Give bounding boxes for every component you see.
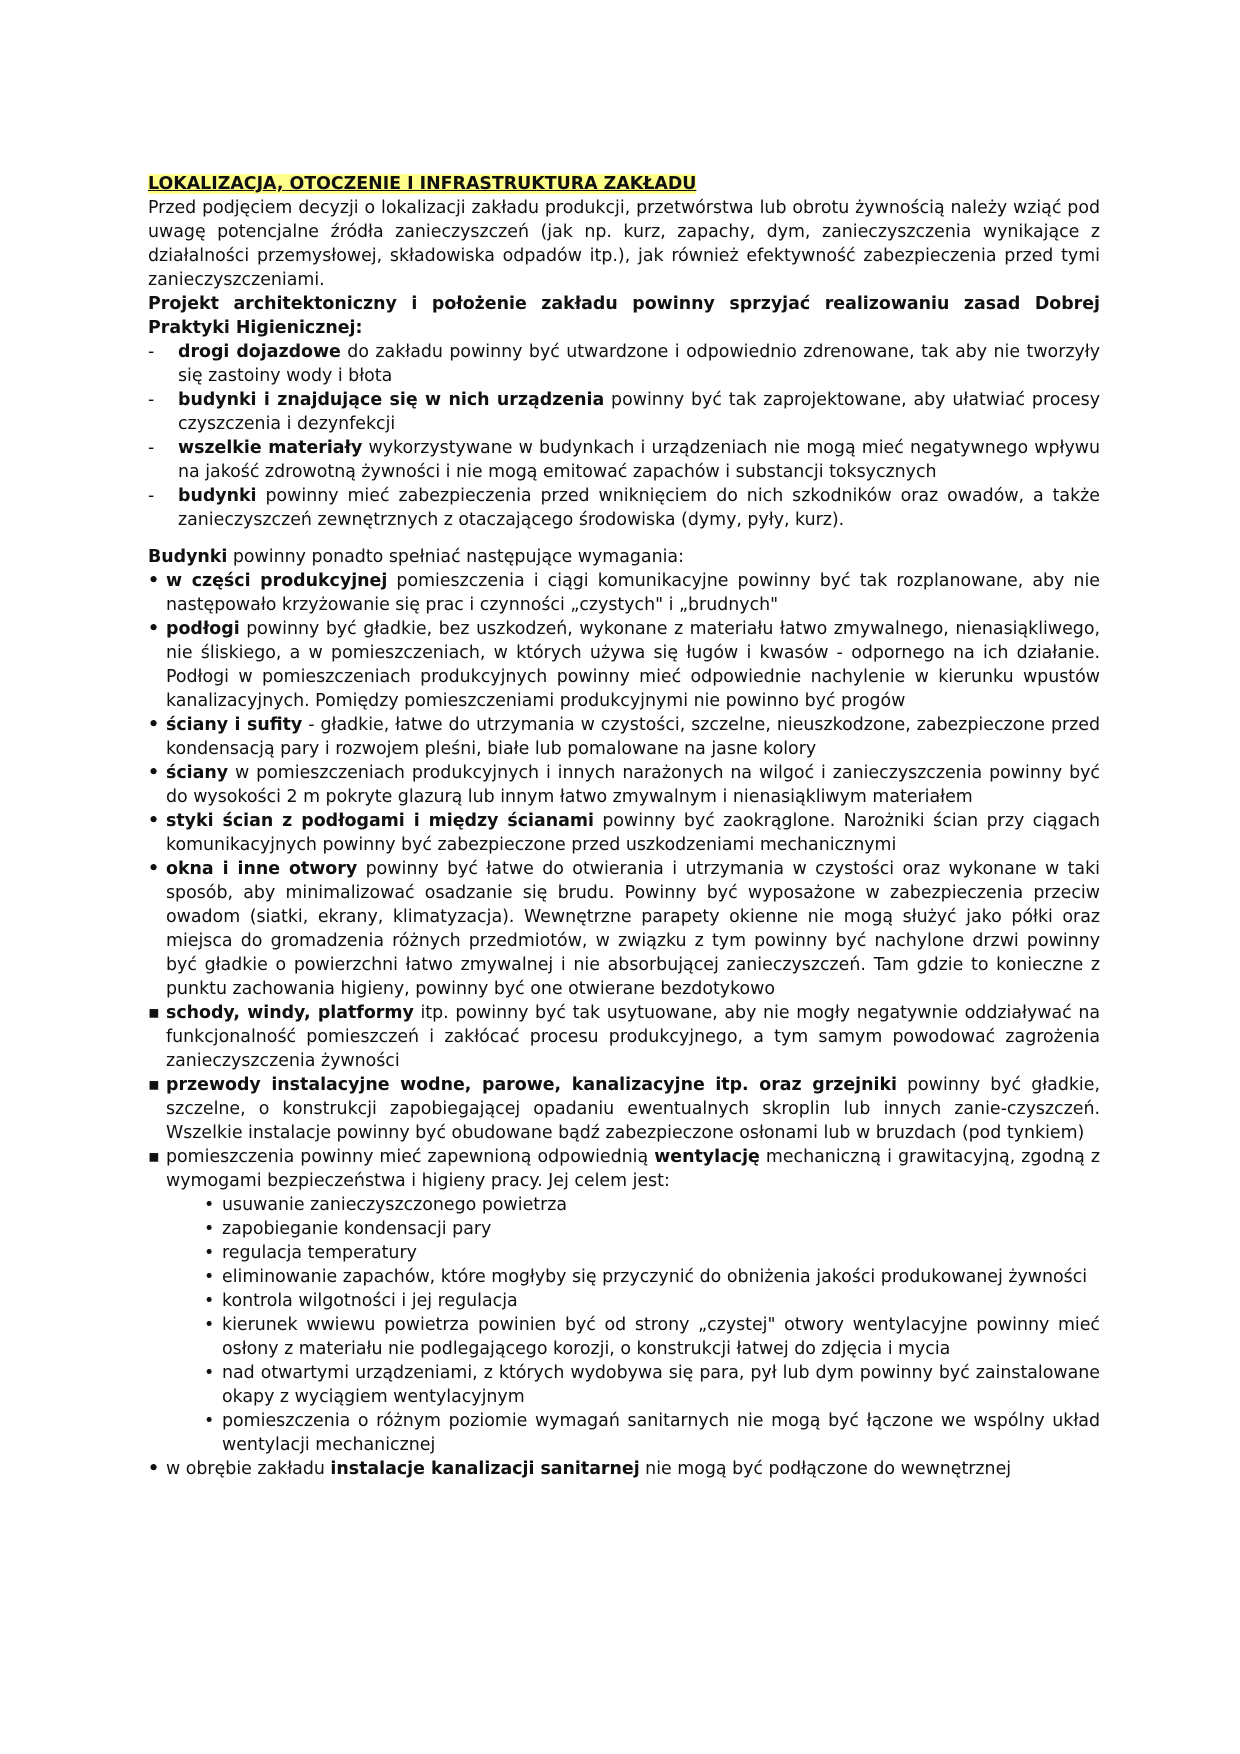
buildings-lead: Budynki powinny ponadto spełniać następujące wymagania: bbox=[148, 547, 684, 567]
list-item: • kierunek wwiewu powietrza powinien być od strony „czystej" otwory wentylacyjne powinny mieć osłony z materiału nie podlegającego korozji, o konstrukcji łatwej do zdjęcia i mycia bbox=[204, 1313, 1100, 1361]
list-item: • nad otwartymi urządzeniami, z których wydobywa się para, pył lub dym powinny być zainstalowane okapy z wyciągiem wentylacyjnym bbox=[204, 1361, 1100, 1409]
list-item: - drogi dojazdowe do zakładu powinny być utwardzone i odpowiednio zdrenowane, tak aby nie tworzyły się zastoiny wody i błota bbox=[148, 340, 1100, 388]
list-item: ▪ pomieszczenia powinny mieć zapewnioną odpowiednią wentylację mechaniczną i grawitacyjną, zgodną z wymogami bezpieczeństwa i higieny pracy. Jej celem jest: • usuwanie zanieczyszczonego powietrza • zapobieganie kondensacji pary • regulacja temperatury • eliminowanie zapachów, które mogłyby się przyczynić do obniżenia jakości produkowanej żywności • kontrola wilgotności i jej regulacja • kierunek wwiewu powietrza powinien być od strony „czystej" otwory wentylacyjne powinny mieć osłony z materiału nie podlegającego korozji, o konstrukcji łatwej do zdjęcia i mycia • nad otwartymi urządzeniami, z których wydobywa się para, pył lub dym powinny być zainstalowane okapy z wyciągiem wentylacyjnym • pomieszczenia o różnym poziomie wymagań sanitarnych nie mogą być łączone we wspólny układ wentylacji mechanicznej bbox=[148, 1145, 1100, 1457]
list-item: • okna i inne otwory powinny być łatwe do otwierania i utrzymania w czystości oraz wykonane w taki sposób, aby minimalizować osadzanie się brudu. Powinny być wyposażone w zabezpieczenia przeciw owadom (siatki, ekrany, klimatyzacja). Wewnętrzne parapety okienne nie mogą służyć jako półki oraz miejsca do gromadzenia różnych przedmiotów, w związku z tym powinny być nachylone drzwi powinny być gładkie o powierzchni łatwo zmywalnej i nie absorbującej zanieczyszczeń. Tam gdzie to konieczne z punktu zachowania higieny, powinny być one otwierane bezdotykowo bbox=[148, 857, 1100, 1001]
list-item: - wszelkie materiały wykorzystywane w budynkach i urządzeniach nie mogą mieć negatywnego wpływu na jakość zdrowotną żywności i nie mogą emitować zapachów i substancji toksycznych bbox=[148, 436, 1100, 484]
list-item: • usuwanie zanieczyszczonego powietrza bbox=[204, 1193, 1100, 1217]
list-item: ▪ przewody instalacyjne wodne, parowe, kanalizacyjne itp. oraz grzejniki powinny być gładkie, szczelne, o konstrukcji zapobiegającej opadaniu ewentualnych skroplin lub innych zanie-czyszczeń. Wszelkie instalacje powinny być obudowane bądź zabezpieczone osłonami lub w bruzdach (pod tynkiem) bbox=[148, 1073, 1100, 1145]
list-item: - budynki i znajdujące się w nich urządzenia powinny być tak zaprojektowane, aby ułatwiać procesy czyszczenia i dezynfekcji bbox=[148, 388, 1100, 436]
ventilation-sublist bbox=[204, 1193, 1100, 1457]
list-item: • ściany w pomieszczeniach produkcyjnych i innych narażonych na wilgoć i zanieczyszczenia powinny być do wysokości 2 m pokryte glazurą lub innym łatwo zmywalnym i nienasiąkliwym materiałem bbox=[148, 761, 1100, 809]
project-heading: Projekt architektoniczny i położenie zakładu powinny sprzyjać realizowaniu zasad Dobrej Praktyki Higienicznej: bbox=[148, 294, 1100, 338]
list-item: • w obrębie zakładu instalacje kanalizacji sanitarnej nie mogą być podłączone do wewnętrznej bbox=[148, 1457, 1100, 1481]
dash-list bbox=[148, 340, 1100, 532]
document-title: LOKALIZACJA, OTOCZENIE I INFRASTRUKTURA ZAKŁADU bbox=[148, 174, 697, 194]
list-item: • ściany i sufity - gładkie, łatwe do utrzymania w czystości, szczelne, nieuszkodzone, zabezpieczone przed kondensacją pary i rozwojem pleśni, białe lub pomalowane na jasne kolory bbox=[148, 713, 1100, 761]
list-item: • podłogi powinny być gładkie, bez uszkodzeń, wykonane z materiału łatwo zmywalnego, nienasiąkliwego, nie śliskiego, a w pomieszczeniach, w których używa się ługów i kwasów - odpornego na ich działanie. Podłogi w pomieszczeniach produkcyjnych powinny mieć odpowiednie nachylenie w kierunku wpustów kanalizacyjnych. Pomiędzy pomieszczeniami produkcyjnymi nie powinno być progów bbox=[148, 617, 1100, 713]
square-bullet-list bbox=[148, 1001, 1100, 1457]
list-item: • w części produkcyjnej pomieszczenia i ciągi komunikacyjne powinny być tak rozplanowane, aby nie następowało krzyżowanie się prac i czynności „czystych" i „brudnych" bbox=[148, 569, 1100, 617]
list-item: • pomieszczenia o różnym poziomie wymagań sanitarnych nie mogą być łączone we wspólny układ wentylacji mechanicznej bbox=[204, 1409, 1100, 1457]
document-page bbox=[148, 172, 1100, 1481]
list-item: ▪ schody, windy, platformy itp. powinny być tak usytuowane, aby nie mogły negatywnie oddziaływać na funkcjonalność pomieszczeń i zakłócać procesu produkcyjnego, a tym samym powodować zagrożenia zanieczyszczenia żywności bbox=[148, 1001, 1100, 1073]
list-item: • zapobieganie kondensacji pary bbox=[204, 1217, 1100, 1241]
bullet-list-continued bbox=[148, 1457, 1100, 1481]
bullet-list bbox=[148, 569, 1100, 1001]
list-item: - budynki powinny mieć zabezpieczenia przed wniknięciem do nich szkodników oraz owadów, a także zanieczyszczeń zewnętrznych z otaczającego środowiska (dymy, pyły, kurz). bbox=[148, 484, 1100, 532]
list-item: • regulacja temperatury bbox=[204, 1241, 1100, 1265]
list-item: • eliminowanie zapachów, które mogłyby się przyczynić do obniżenia jakości produkowanej żywności bbox=[204, 1265, 1100, 1289]
list-item: • styki ścian z podłogami i między ścianami powinny być zaokrąglone. Narożniki ścian przy ciągach komunikacyjnych powinny być zabezpieczone przed uszkodzeniami mechanicznymi bbox=[148, 809, 1100, 857]
list-item: • kontrola wilgotności i jej regulacja bbox=[204, 1289, 1100, 1313]
intro-paragraph: Przed podjęciem decyzji o lokalizacji zakładu produkcji, przetwórstwa lub obrotu żywnością należy wziąć pod uwagę potencjalne źródła zanieczyszczeń (jak np. kurz, zapachy, dym, zanieczyszczenia wynikające z działalności przemysłowej, składowiska odpadów itp.), jak również efektywność zabezpieczenia przed tymi zanieczyszczeniami. bbox=[148, 198, 1100, 290]
